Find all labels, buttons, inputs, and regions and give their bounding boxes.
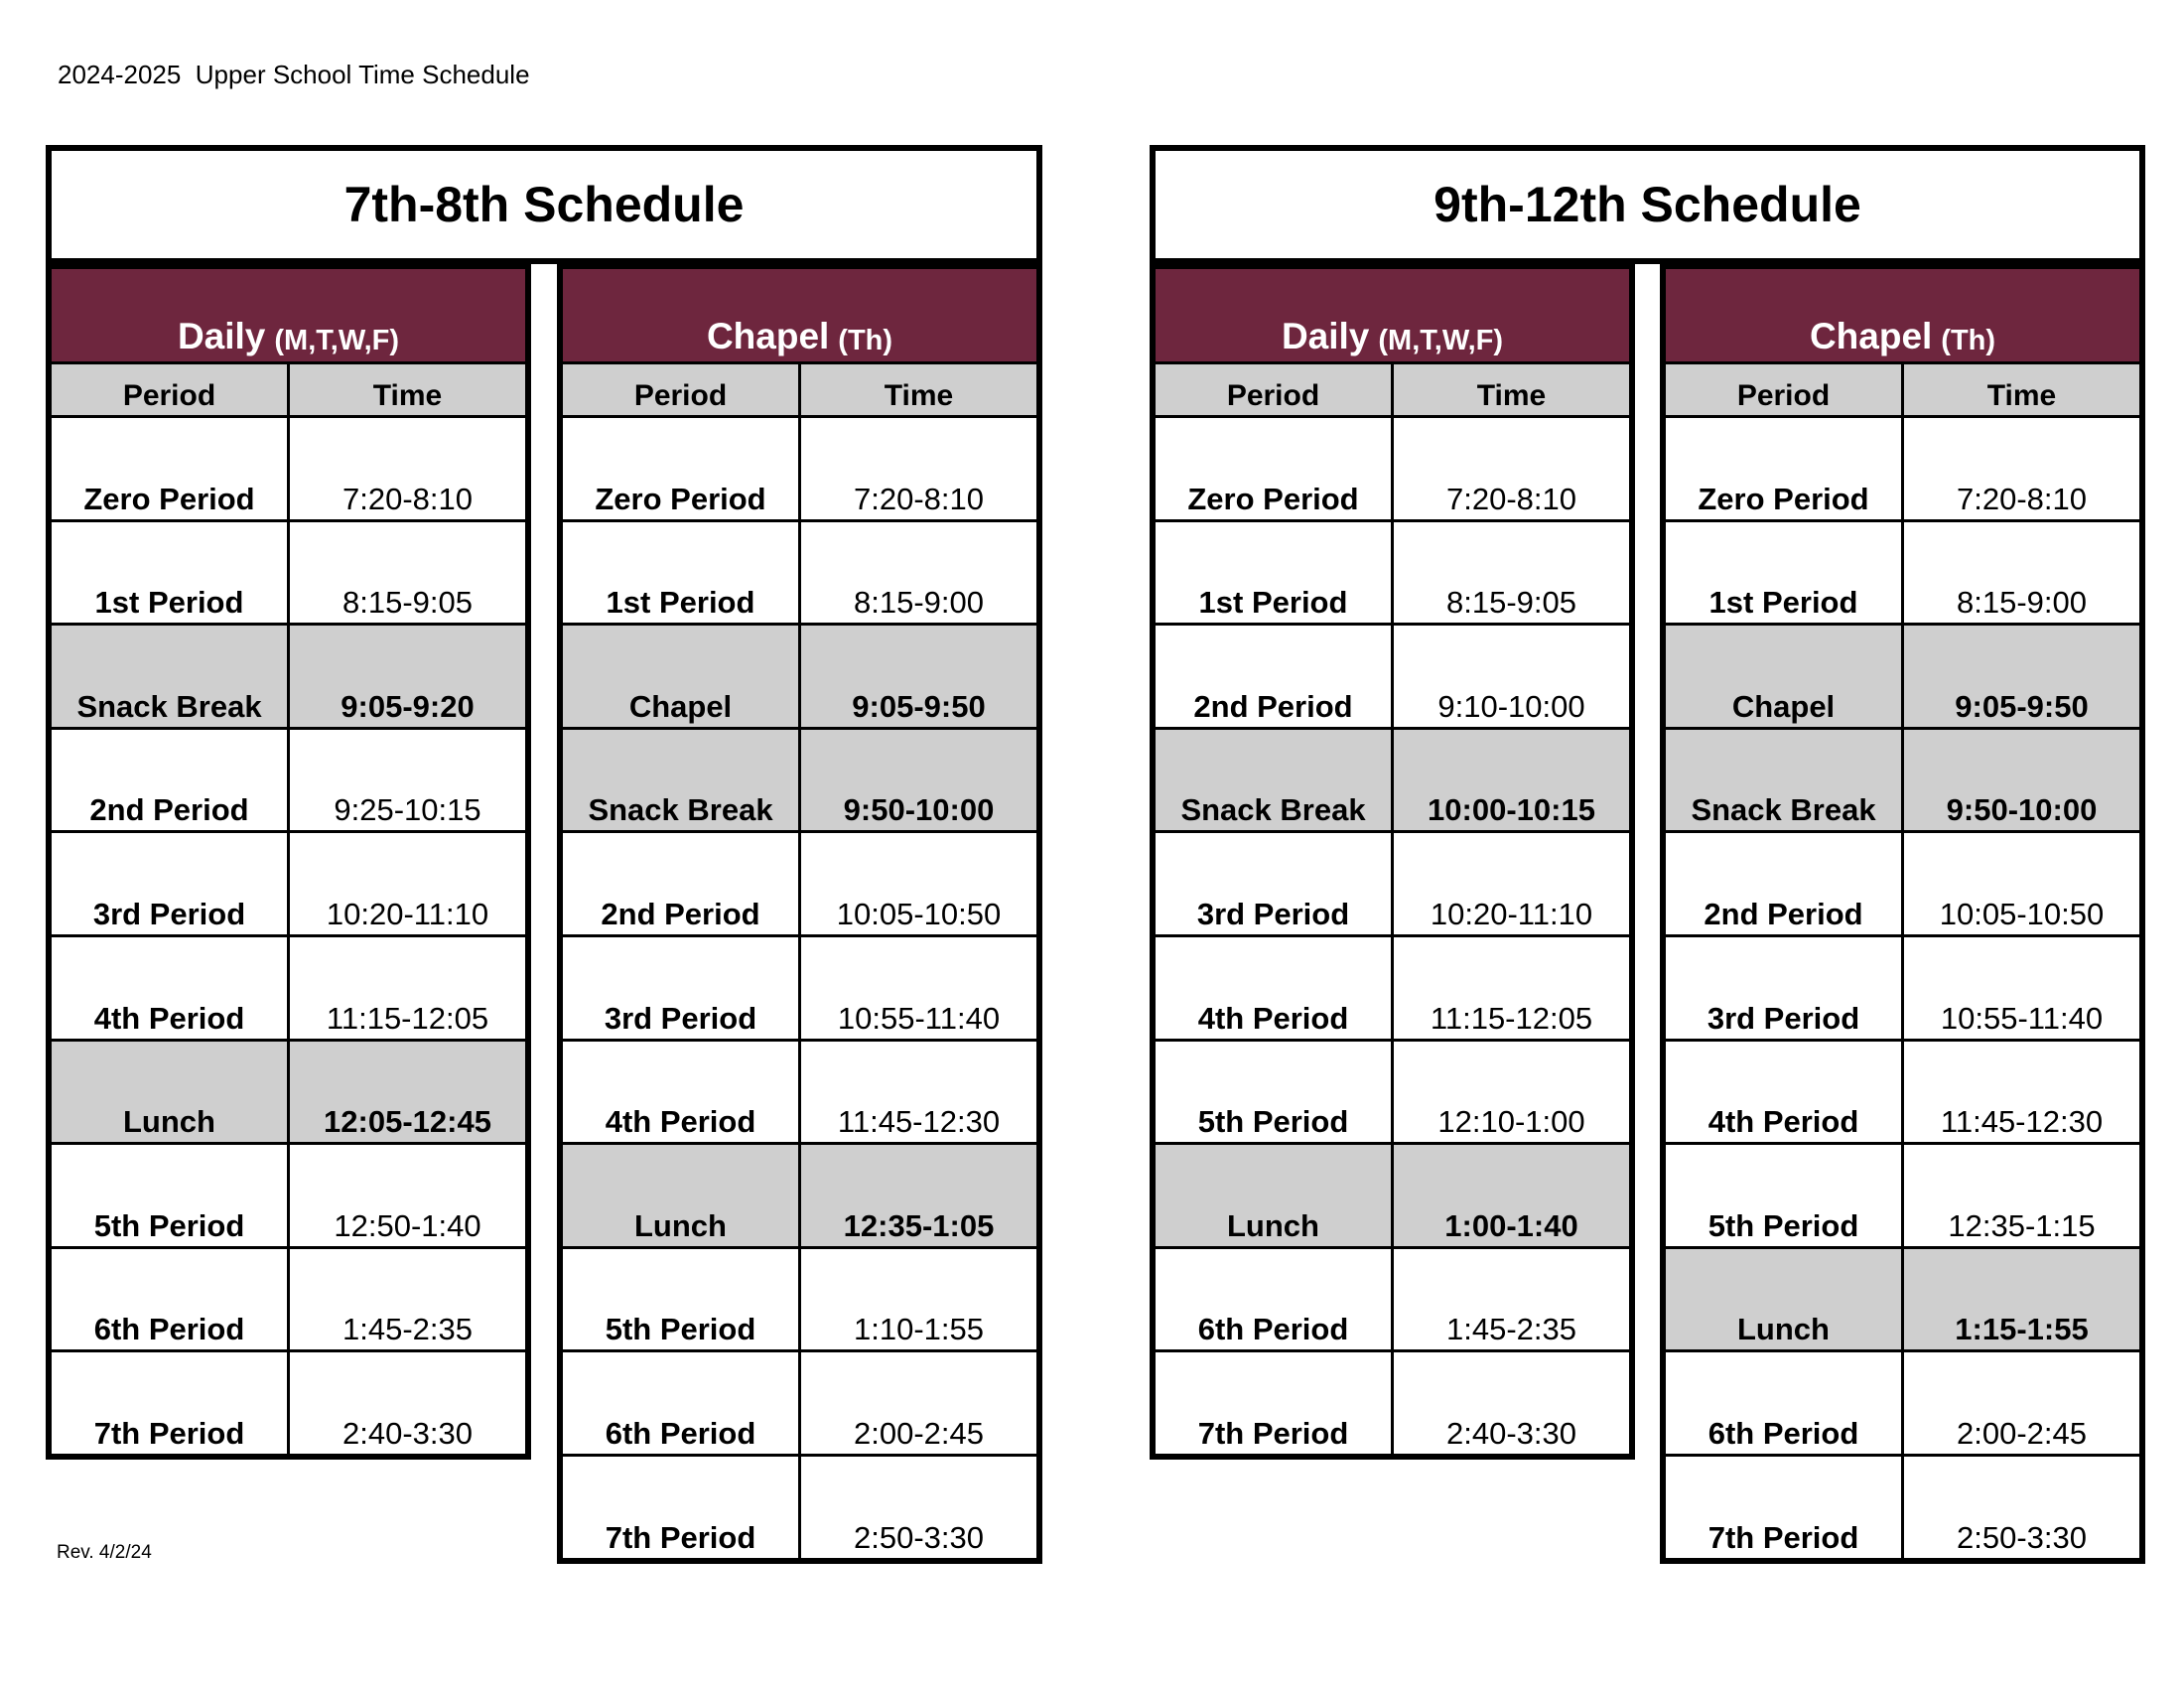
table-9-12-daily <box>1150 263 1635 1460</box>
period-cell: 7th Period <box>1156 1352 1394 1454</box>
time-cell: 2:00-2:45 <box>854 1415 984 1451</box>
table-row <box>563 937 1036 1042</box>
table-name: Daily <box>1281 316 1370 356</box>
table-row <box>1156 1249 1629 1353</box>
period-cell: Snack Break <box>1156 730 1394 831</box>
table-7-8-daily <box>46 263 531 1460</box>
time-cell: 9:50-10:00 <box>843 792 995 828</box>
table-heading <box>1156 263 1629 364</box>
time-cell: 10:05-10:50 <box>1939 896 2105 931</box>
time-cell: 8:15-9:00 <box>854 585 984 621</box>
schedule-header-7-8: 7th-8th Schedule <box>46 145 1042 264</box>
time-cell: 2:50-3:30 <box>1957 1519 2087 1555</box>
period-cell: 2nd Period <box>52 730 290 831</box>
table-name: Chapel <box>706 316 830 356</box>
table-row <box>1156 1042 1629 1146</box>
document-title: 2024-2025 Upper School Time Schedule <box>58 60 530 89</box>
table-row <box>1156 418 1629 522</box>
time-column-header: Time <box>372 379 443 412</box>
time-cell: 9:25-10:15 <box>334 792 481 828</box>
table-name: Chapel <box>1809 316 1933 356</box>
period-cell: 4th Period <box>1666 1042 1904 1143</box>
table-row <box>52 1042 525 1146</box>
period-cell: Lunch <box>1156 1145 1394 1246</box>
period-cell: 1st Period <box>1156 522 1394 624</box>
table-row <box>563 1249 1036 1353</box>
period-cell: 5th Period <box>1156 1042 1394 1143</box>
time-cell: 10:05-10:50 <box>836 896 1002 931</box>
time-cell: 11:15-12:05 <box>1430 1000 1593 1036</box>
time-cell: 12:35-1:05 <box>843 1207 995 1243</box>
period-cell: 6th Period <box>1156 1249 1394 1350</box>
table-row <box>1666 626 2139 730</box>
period-cell: 4th Period <box>52 937 290 1039</box>
table-row <box>1666 1352 2139 1457</box>
time-cell: 8:15-9:05 <box>1446 585 1576 621</box>
table-row <box>1156 1145 1629 1249</box>
table-row <box>1156 1352 1629 1454</box>
table-row <box>52 626 525 730</box>
table-row <box>1156 937 1629 1042</box>
period-column-header: Period <box>1156 364 1394 415</box>
period-cell: 6th Period <box>1666 1352 1904 1454</box>
time-cell: 11:45-12:30 <box>1940 1104 2104 1140</box>
table-row <box>563 1042 1036 1146</box>
period-column-header: Period <box>52 364 290 415</box>
time-cell: 11:45-12:30 <box>837 1104 1001 1140</box>
period-cell: Snack Break <box>52 626 290 727</box>
time-cell: 10:20-11:10 <box>326 896 489 931</box>
period-cell: 3rd Period <box>1156 833 1394 934</box>
table-days: (M,T,W,F) <box>274 325 400 356</box>
period-cell: 3rd Period <box>52 833 290 934</box>
time-cell: 7:20-8:10 <box>342 481 473 516</box>
table-row <box>52 1352 525 1454</box>
table-row <box>52 730 525 834</box>
period-column-header: Period <box>563 364 801 415</box>
table-name: Daily <box>177 316 266 356</box>
table-row <box>1666 1145 2139 1249</box>
table-row <box>1666 833 2139 937</box>
period-cell: 6th Period <box>52 1249 290 1350</box>
time-cell: 8:15-9:05 <box>342 585 473 621</box>
time-cell: 2:00-2:45 <box>1957 1415 2087 1451</box>
period-cell: 7th Period <box>1666 1457 1904 1558</box>
time-cell: 12:10-1:00 <box>1437 1104 1585 1140</box>
time-cell: 1:45-2:35 <box>1446 1312 1576 1347</box>
table-heading <box>563 263 1036 364</box>
table-row <box>52 418 525 522</box>
period-cell: 3rd Period <box>1666 937 1904 1039</box>
time-cell: 9:50-10:00 <box>1946 792 2098 828</box>
time-cell: 9:10-10:00 <box>1437 688 1585 724</box>
table-row <box>563 1352 1036 1457</box>
period-cell: Snack Break <box>1666 730 1904 831</box>
table-days: (M,T,W,F) <box>1378 325 1504 356</box>
table-row <box>1666 418 2139 522</box>
column-headers <box>563 364 1036 418</box>
time-cell: 9:05-9:50 <box>852 688 986 724</box>
revision-note: Rev. 4/2/24 <box>57 1542 152 1563</box>
table-row <box>563 730 1036 834</box>
table-row <box>1666 1042 2139 1146</box>
time-cell: 9:05-9:20 <box>341 688 475 724</box>
period-cell: Lunch <box>1666 1249 1904 1350</box>
table-row <box>563 418 1036 522</box>
time-cell: 12:05-12:45 <box>324 1104 491 1140</box>
column-headers <box>1666 364 2139 418</box>
table-9-12-chapel <box>1660 263 2145 1564</box>
time-cell: 10:00-10:15 <box>1428 792 1595 828</box>
table-row <box>563 522 1036 627</box>
period-cell: 4th Period <box>1156 937 1394 1039</box>
period-cell: 1st Period <box>1666 522 1904 624</box>
period-cell: Zero Period <box>1666 418 1904 519</box>
time-cell: 10:55-11:40 <box>1940 1000 2104 1036</box>
table-row <box>1666 522 2139 627</box>
time-cell: 1:00-1:40 <box>1444 1207 1578 1243</box>
time-cell: 1:10-1:55 <box>854 1312 984 1347</box>
time-cell: 1:15-1:55 <box>1955 1312 2089 1347</box>
time-cell: 2:40-3:30 <box>1446 1415 1576 1451</box>
table-heading <box>1666 263 2139 364</box>
schedule-header-9-12: 9th-12th Schedule <box>1150 145 2145 264</box>
table-row <box>563 1145 1036 1249</box>
column-headers <box>52 364 525 418</box>
period-cell: 7th Period <box>52 1352 290 1454</box>
period-cell: Chapel <box>1666 626 1904 727</box>
time-cell: 7:20-8:10 <box>1446 481 1576 516</box>
period-cell: 5th Period <box>563 1249 801 1350</box>
time-cell: 12:50-1:40 <box>334 1207 481 1243</box>
table-row <box>52 1249 525 1353</box>
table-row <box>52 522 525 627</box>
time-cell: 1:45-2:35 <box>342 1312 473 1347</box>
period-cell: Snack Break <box>563 730 801 831</box>
time-cell: 7:20-8:10 <box>1957 481 2087 516</box>
column-headers <box>1156 364 1629 418</box>
table-row <box>563 833 1036 937</box>
period-cell: Lunch <box>563 1145 801 1246</box>
table-days: (Th) <box>1941 325 1996 356</box>
time-cell: 2:40-3:30 <box>342 1415 473 1451</box>
time-cell: 9:05-9:50 <box>1955 688 2089 724</box>
period-cell: Zero Period <box>52 418 290 519</box>
period-cell: 7th Period <box>563 1457 801 1558</box>
period-cell: 5th Period <box>52 1145 290 1246</box>
table-row <box>1156 730 1629 834</box>
time-cell: 12:35-1:15 <box>1948 1207 2096 1243</box>
table-row <box>1666 1457 2139 1558</box>
period-column-header: Period <box>1666 364 1904 415</box>
time-column-header: Time <box>1476 379 1547 412</box>
period-cell: 1st Period <box>563 522 801 624</box>
time-cell: 10:20-11:10 <box>1430 896 1593 931</box>
period-cell: Zero Period <box>1156 418 1394 519</box>
table-7-8-chapel <box>557 263 1042 1564</box>
period-cell: Chapel <box>563 626 801 727</box>
table-row <box>1666 1249 2139 1353</box>
table-row <box>563 626 1036 730</box>
period-cell: Lunch <box>52 1042 290 1143</box>
time-cell: 10:55-11:40 <box>837 1000 1001 1036</box>
table-row <box>1666 730 2139 834</box>
time-cell: 7:20-8:10 <box>854 481 984 516</box>
period-cell: 5th Period <box>1666 1145 1904 1246</box>
table-row <box>563 1457 1036 1558</box>
table-row <box>52 833 525 937</box>
table-row <box>1156 833 1629 937</box>
period-cell: 1st Period <box>52 522 290 624</box>
time-column-header: Time <box>884 379 954 412</box>
period-cell: 2nd Period <box>563 833 801 934</box>
period-cell: 6th Period <box>563 1352 801 1454</box>
table-heading <box>52 263 525 364</box>
period-cell: 2nd Period <box>1666 833 1904 934</box>
period-cell: Zero Period <box>563 418 801 519</box>
period-cell: 3rd Period <box>563 937 801 1039</box>
table-row <box>1666 937 2139 1042</box>
table-row <box>52 1145 525 1249</box>
time-cell: 11:15-12:05 <box>326 1000 489 1036</box>
time-cell: 2:50-3:30 <box>854 1519 984 1555</box>
table-days: (Th) <box>838 325 893 356</box>
table-row <box>1156 626 1629 730</box>
time-column-header: Time <box>1986 379 2057 412</box>
period-cell: 2nd Period <box>1156 626 1394 727</box>
time-cell: 8:15-9:00 <box>1957 585 2087 621</box>
table-row <box>1156 522 1629 627</box>
period-cell: 4th Period <box>563 1042 801 1143</box>
table-row <box>52 937 525 1042</box>
